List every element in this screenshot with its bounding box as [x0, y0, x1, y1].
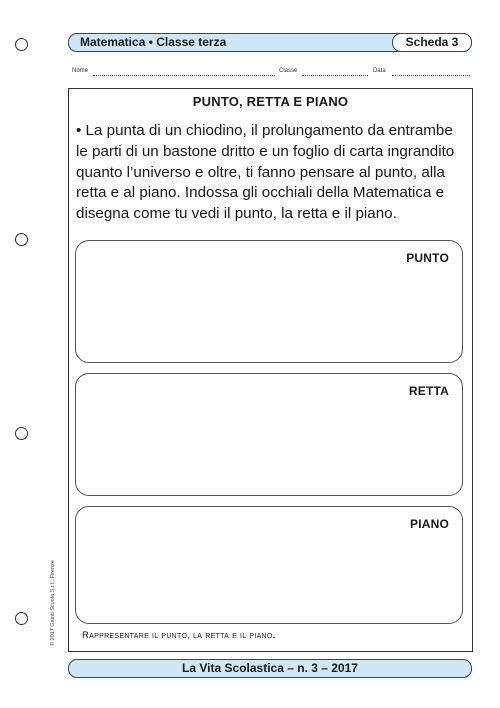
- box-label-piano: PIANO: [409, 517, 449, 531]
- scheda-label: Scheda 3: [405, 35, 459, 49]
- scheda-badge: [392, 33, 472, 52]
- answer-box-punto[interactable]: [75, 240, 463, 363]
- binder-hole: [15, 612, 28, 625]
- instructions-text: • La punta di un chiodino, il prolungamento da entrambe le parti di un bastone dritto e un foglio di carta ingrandito quanto l’universo e oltre, ti fanno pensare al punto, alla retta e al piano. Indossa gli occhiali della Matematica e disegna come tu vedi il punto, la retta e il piano.: [76, 122, 455, 223]
- answer-box-retta[interactable]: [75, 373, 463, 496]
- date-label: Data: [373, 68, 386, 74]
- header-bar: [68, 33, 472, 52]
- worksheet-frame: [68, 88, 473, 652]
- name-label: Nome: [72, 68, 89, 74]
- class-label: Classe: [279, 68, 298, 74]
- box-label-retta: RETTA: [408, 384, 449, 398]
- worksheet-title: PUNTO, RETTA E PIANO: [192, 94, 349, 109]
- footer-text: La Vita Scolastica – n. 3 – 2017: [182, 661, 358, 675]
- copyright-text: © 2017 Giunti Scuola S.r.l., Firenze: [50, 560, 56, 646]
- footer-bar: [68, 659, 472, 678]
- binder-hole: [15, 233, 28, 246]
- name-field[interactable]: [93, 68, 275, 76]
- info-line: [72, 68, 472, 78]
- box-label-punto: PUNTO: [406, 251, 449, 265]
- footer-note: Rappresentare il punto, la retta e il piano.: [82, 630, 276, 641]
- subject-title: Matematica • Classe terza: [80, 35, 227, 49]
- class-field[interactable]: [302, 68, 368, 76]
- date-field[interactable]: [392, 68, 470, 76]
- answer-box-piano[interactable]: [75, 506, 463, 624]
- binder-hole: [15, 38, 28, 51]
- binder-hole: [15, 427, 28, 440]
